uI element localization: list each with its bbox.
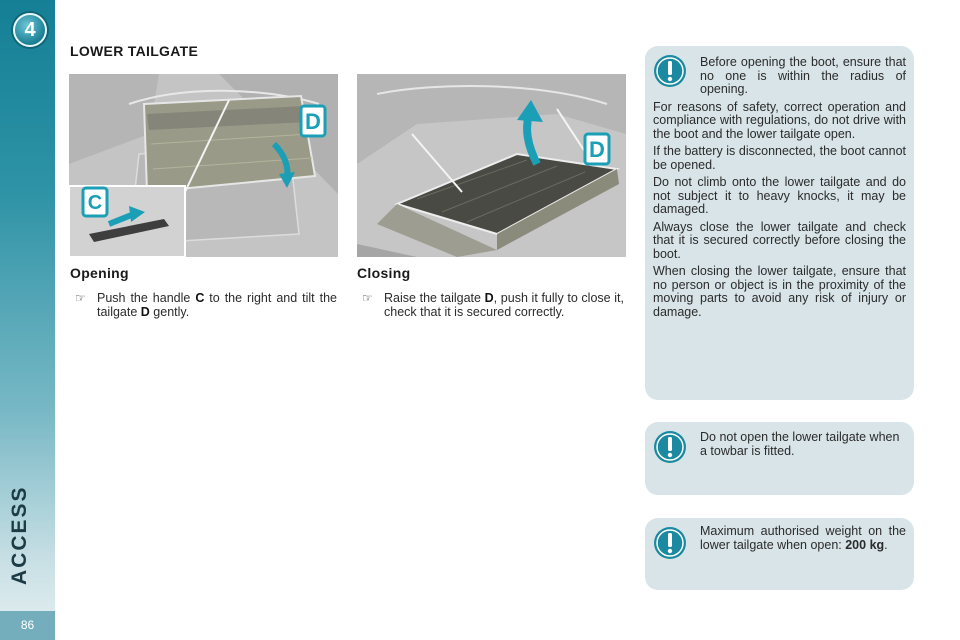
page-title: LOWER TAILGATE (70, 43, 199, 59)
warning-text: Before opening the boot, ensure that no one is within the radius of opening. (700, 55, 906, 96)
closing-diagram (357, 74, 626, 257)
figure-label-d: D (589, 137, 605, 162)
exclamation-icon (653, 430, 687, 464)
warning-text: Do not open the lower tailgate when a towbar is fitted. (700, 430, 900, 458)
chapter-number-badge: 4 (13, 13, 47, 47)
warning-box-safety (645, 46, 914, 400)
warning-text: Do not climb onto the lower tailgate and do not subject it to heavy knocks, it may be damaged. (653, 175, 906, 216)
opening-heading: Opening (70, 265, 129, 281)
pointing-hand-icon: ☞ (75, 291, 86, 305)
opening-diagram (69, 74, 338, 257)
closing-instruction: ☞ Raise the tailgate D, push it fully to close it, check that it is secured correctly. (362, 291, 624, 319)
closing-illustration (357, 74, 626, 257)
exclamation-icon (653, 54, 687, 88)
opening-illustration (69, 74, 338, 257)
closing-heading: Closing (357, 265, 411, 281)
chapter-title: ACCESS (8, 485, 31, 585)
warning-box-weight (645, 518, 914, 590)
figure-label-c: C (87, 192, 103, 214)
page-number: 86 (0, 611, 55, 640)
warning-text: Always close the lower tailgate and check that it is secured correctly before closing the boot. (653, 219, 906, 261)
figure-label-d: D (305, 109, 321, 134)
opening-instruction: ☞ Push the handle C to the right and tilt the tailgate D gently. (75, 291, 337, 319)
warning-text: When closing the lower tailgate, ensure that no person or object is in the proximity of the moving parts to avoid any risk of injury or damage. (653, 264, 906, 319)
warning-text: If the battery is disconnected, the boot cannot be opened. (653, 144, 906, 172)
warning-text: For reasons of safety, correct operation and compliance with regulations, do not drive with the boot and the lower tailgate open. (653, 99, 906, 141)
warning-box-towbar (645, 422, 914, 495)
exclamation-icon (653, 526, 687, 560)
pointing-hand-icon: ☞ (362, 291, 373, 305)
max-weight-value: 200 kg (845, 537, 885, 552)
warning-text: Maximum authorised weight on the lower tailgate when open: 200 kg. (700, 524, 906, 552)
chapter-sidebar (0, 0, 55, 640)
